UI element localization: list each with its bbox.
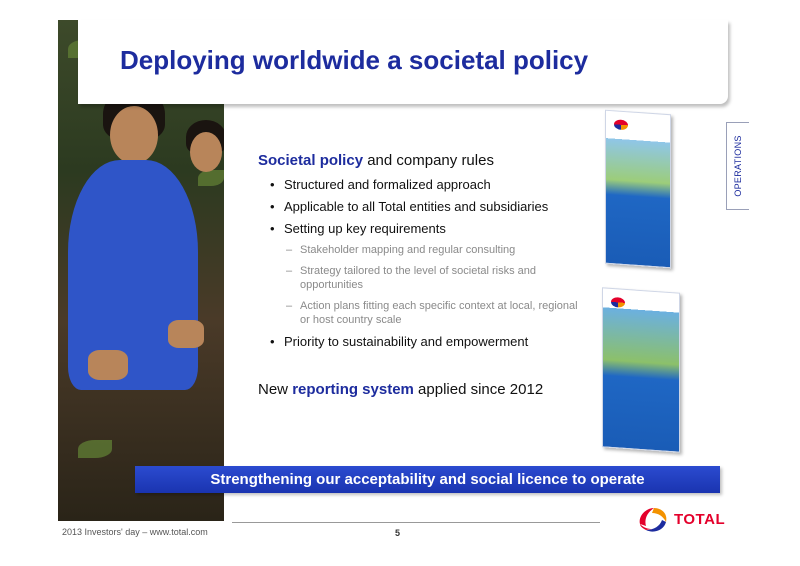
- sub-bullet-item: – Action plans fitting each specific context at local, regional or host country scale: [286, 299, 588, 327]
- total-logo: [636, 504, 736, 534]
- footer-divider: [232, 522, 600, 523]
- bullet-text: Setting up key requirements: [284, 221, 446, 236]
- bullet-list: [258, 177, 588, 350]
- banner-text: Strengthening our acceptability and social licence to operate: [210, 471, 645, 488]
- heading-rest: and company rules: [363, 152, 494, 169]
- bullet-item: • Structured and formalized approach: [270, 177, 588, 193]
- brochure-image-bottom: [602, 287, 680, 452]
- sub-bullet-item: – Strategy tailored to the level of societal risks and opportunities: [286, 264, 588, 292]
- total-logo-icon: [636, 504, 670, 534]
- page-number: 5: [395, 528, 401, 538]
- section-tab-label: OPERATIONS: [733, 135, 743, 197]
- reporting-emphasis: reporting system: [292, 381, 414, 398]
- slide-title: Deploying worldwide a societal policy: [120, 45, 589, 75]
- conclusion-banner: [135, 466, 720, 493]
- heading-emphasis: Societal policy: [258, 152, 364, 169]
- sub-bullet-item: – Stakeholder mapping and regular consulting: [286, 243, 588, 257]
- content-block: [258, 152, 588, 356]
- content-heading: [258, 152, 588, 169]
- bullet-item-with-sublist: [270, 221, 588, 327]
- brochure-logo-icon: [614, 119, 628, 130]
- logo-wordmark: TOTAL: [674, 511, 726, 528]
- brochure-logo-icon: [611, 297, 625, 308]
- section-tab: [726, 122, 749, 210]
- bullet-item: • Priority to sustainability and empowerment: [270, 334, 588, 350]
- brochure-image-top: [605, 110, 671, 269]
- footer-text: 2013 Investors' day – www.total.com: [62, 527, 208, 537]
- bullet-item: • Applicable to all Total entities and subsidiaries: [270, 199, 588, 215]
- reporting-line: [258, 381, 543, 398]
- reporting-post: applied since 2012: [413, 381, 544, 398]
- sub-bullet-list: [284, 243, 588, 327]
- reporting-pre: New: [258, 381, 293, 398]
